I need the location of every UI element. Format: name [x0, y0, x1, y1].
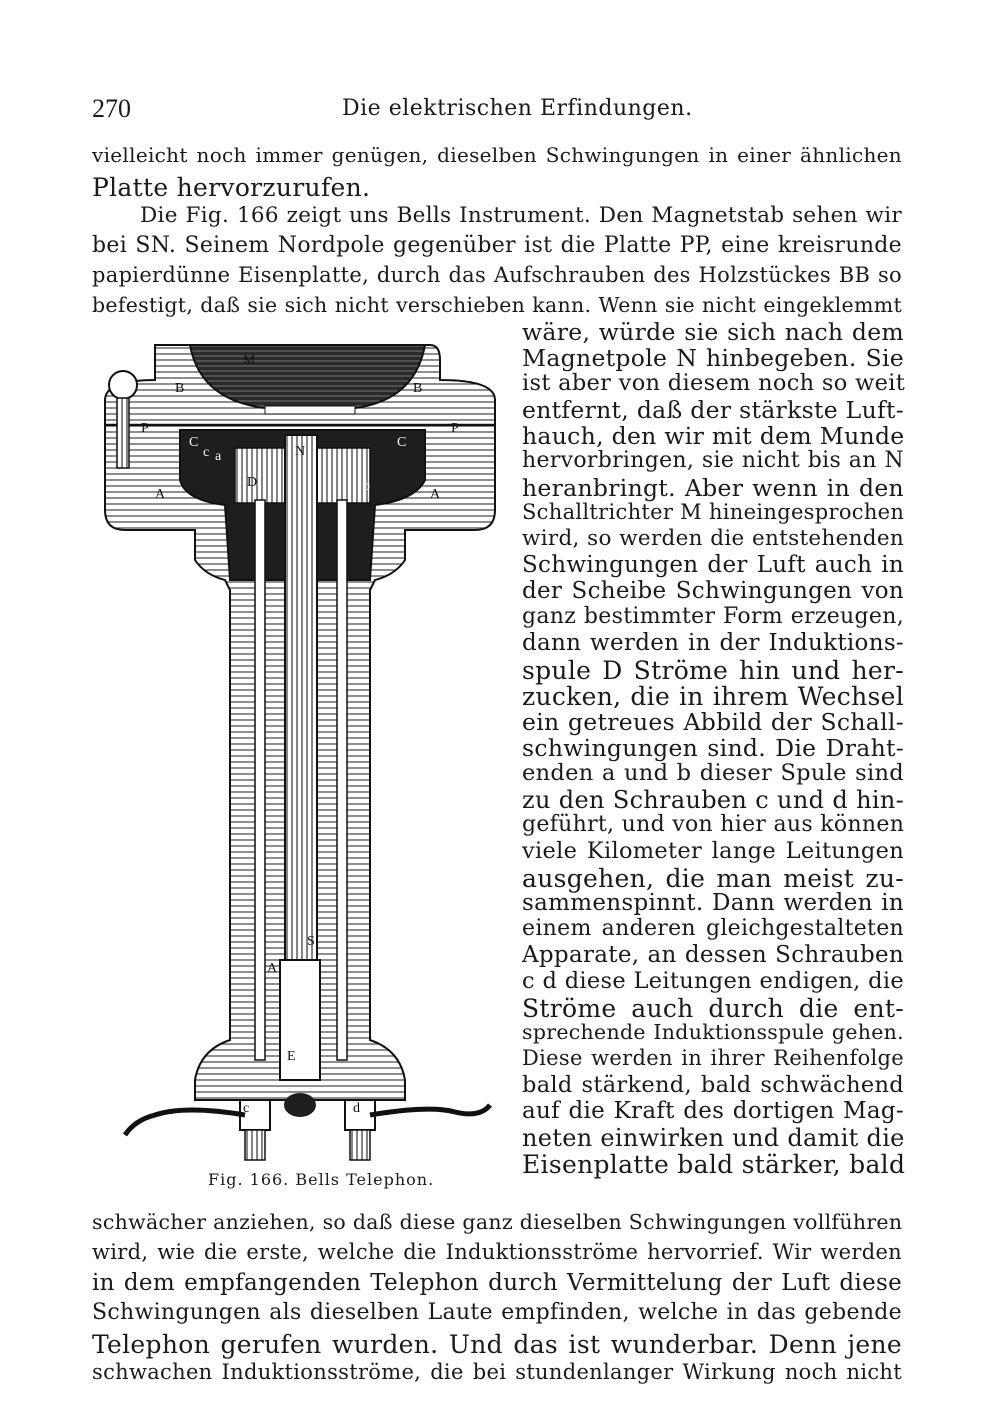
running-title: Die elektrischen Erfindungen. [342, 96, 693, 121]
figure-label-e: E [287, 1049, 296, 1064]
column-line: spule D Ströme hin und her- [522, 656, 904, 685]
page-number: 270 [92, 94, 131, 123]
page-header [92, 88, 892, 128]
body-line: bei SN. Seinem Nordpole gegenüber ist die Platte PP, eine kreisrunde [92, 233, 902, 258]
telephone-cross-section-illustration [95, 340, 505, 1170]
body-line: befestigt, daß sie sich nicht verschieben kann. Wenn sie nicht eingeklemmt [92, 293, 902, 317]
figure-label-m: M [243, 353, 256, 368]
column-line: einem anderen gleichgestalteten [522, 916, 904, 941]
column-line: Apparate, an dessen Schrauben [522, 942, 904, 968]
figure-label-b-left: B [175, 381, 185, 396]
column-line: zucken, die in ihrem Wechsel [522, 682, 904, 711]
column-line: hervorbringen, sie nicht bis an N [522, 448, 904, 473]
column-line: c d diese Leitungen endigen, die [522, 968, 904, 994]
figure-label-s: S [307, 934, 315, 949]
column-line: schwingungen sind. Die Draht- [522, 734, 904, 762]
body-line: wird, wie die erste, welche die Induktionsströme hervorrief. Wir werden [92, 1240, 902, 1264]
column-line: neten einwirken und damit die [522, 1124, 905, 1152]
body-line: schwachen Induktionsströme, die bei stundenlanger Wirkung noch nicht [92, 1360, 902, 1384]
telephone-figure [95, 340, 505, 1170]
column-line: geführt, und von hier aus können [522, 812, 905, 837]
body-line: schwächer anziehen, so daß diese ganz dieselben Schwingungen vollführen [92, 1210, 903, 1234]
column-line: Diese werden in ihrer Reihenfolge [522, 1046, 904, 1070]
figure-label-p-left: P [141, 421, 149, 436]
figure-label-p-right: P [451, 421, 459, 436]
figure-label-n: N [295, 444, 306, 459]
column-line: der Scheibe Schwingungen von [522, 578, 904, 604]
body-line: vielleicht noch immer genügen, dieselben Schwingungen in einer ähnlichen [92, 143, 902, 167]
figure-label-a-lower: A [267, 961, 278, 976]
figure-caption: Fig. 166. Bells Telephon. [208, 1170, 435, 1189]
figure-label-c-small: c [203, 445, 210, 460]
figure-label-b-small: b [363, 479, 370, 494]
column-line: wird, so werden die entstehenden [522, 526, 904, 551]
figure-label-c-right: C [397, 435, 407, 450]
body-line: in dem empfangenden Telephon durch Vermittelung der Luft diese [92, 1270, 902, 1296]
column-line: zu den Schrauben c und d hin- [522, 786, 904, 814]
body-line: Telephon gerufen wurden. Und das ist wunderbar. Denn jene [92, 1330, 902, 1359]
column-line: hauch, den wir mit dem Munde [522, 422, 905, 450]
figure-label-a-right: A [430, 487, 441, 502]
column-line: enden a und b dieser Spule sind [522, 760, 904, 786]
column-line: Ströme auch durch die ent- [522, 994, 904, 1023]
figure-label-a-left: A [155, 487, 166, 502]
figure-label-a: a [215, 449, 222, 464]
body-line: Schwingungen als dieselben Laute empfinden, welche in das gebende [92, 1300, 902, 1325]
body-line: Platte hervorzurufen. [92, 173, 371, 202]
column-line: sammenspinnt. Dann werden in [522, 890, 904, 916]
column-line: sprechende Induktionsspule gehen. [522, 1020, 904, 1044]
figure-label-b-right: B [413, 381, 423, 396]
column-line: heranbringt. Aber wenn in den [522, 474, 904, 502]
column-line: viele Kilometer lange Leitungen [522, 838, 904, 864]
column-line: auf die Kraft des dortigen Mag- [522, 1098, 904, 1124]
column-line: wäre, würde sie sich nach dem [522, 318, 904, 346]
column-line: ein getreues Abbild der Schall- [522, 708, 904, 736]
figure-label-c-terminal: c [243, 1101, 250, 1116]
column-line: bald stärkend, bald schwächend [522, 1072, 904, 1098]
column-line: Eisenplatte bald stärker, bald [522, 1150, 906, 1179]
column-line: Magnetpole N hinbegeben. Sie [522, 344, 904, 372]
figure-label-d: D [247, 475, 258, 490]
body-line: Die Fig. 166 zeigt uns Bells Instrument. Den Magnetstab sehen wir [140, 203, 902, 228]
figure-label-d-terminal: d [353, 1101, 360, 1116]
column-line: Schalltrichter M hineingesprochen [522, 500, 905, 524]
column-line: dann werden in der Induktions- [522, 630, 904, 656]
column-line: entfernt, daß der stärkste Luft- [522, 396, 905, 424]
column-line: Schwingungen der Luft auch in [522, 552, 904, 578]
column-line: ist aber von diesem noch so weit [522, 370, 906, 396]
column-line: ausgehen, die man meist zu- [522, 864, 904, 893]
column-line: ganz bestimmter Form erzeugen, [522, 604, 904, 629]
figure-label-c-left: C [189, 435, 199, 450]
body-line: papierdünne Eisenplatte, durch das Aufschrauben des Holzstückes BB so [92, 263, 902, 287]
